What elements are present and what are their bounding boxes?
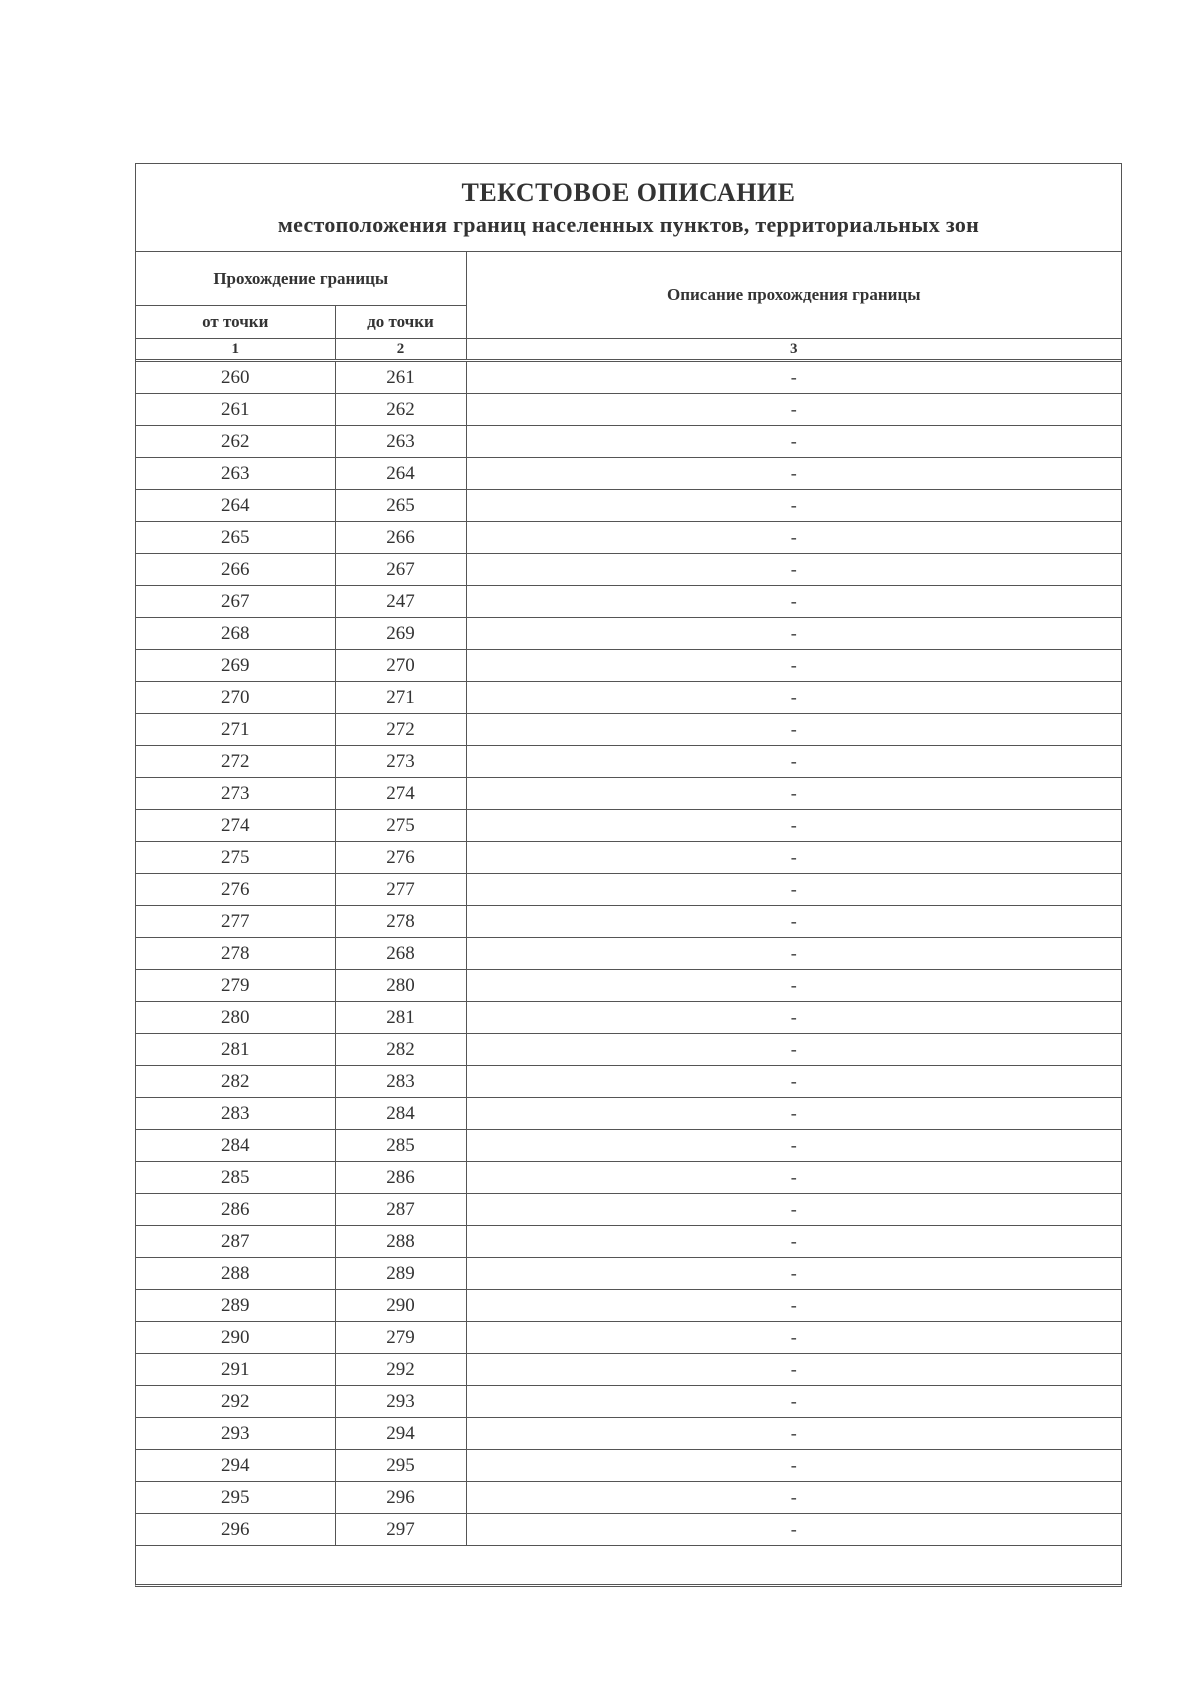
table-row: [136, 746, 1121, 778]
to-point-header: до точки: [335, 306, 466, 339]
description-cell: -: [466, 778, 1121, 810]
to-point-cell: 281: [335, 1002, 466, 1034]
description-cell: -: [466, 1482, 1121, 1514]
table-row: [136, 1418, 1121, 1450]
description-cell: -: [466, 586, 1121, 618]
table-row: [136, 714, 1121, 746]
to-point-cell: 295: [335, 1450, 466, 1482]
from-point-cell: 274: [136, 810, 335, 842]
table-row: [136, 458, 1121, 490]
from-point-cell: 291: [136, 1354, 335, 1386]
table-row: [136, 618, 1121, 650]
from-point-cell: 270: [136, 682, 335, 714]
table-row: [136, 426, 1121, 458]
to-point-cell: 294: [335, 1418, 466, 1450]
from-point-cell: 281: [136, 1034, 335, 1066]
description-cell: -: [466, 1130, 1121, 1162]
from-point-cell: 295: [136, 1482, 335, 1514]
description-cell: -: [466, 682, 1121, 714]
from-point-cell: 272: [136, 746, 335, 778]
from-point-cell: 260: [136, 361, 335, 394]
description-cell: -: [466, 361, 1121, 394]
to-point-cell: 266: [335, 522, 466, 554]
from-point-cell: 279: [136, 970, 335, 1002]
table-row: [136, 1514, 1121, 1546]
to-point-cell: 286: [335, 1162, 466, 1194]
description-cell: -: [466, 1034, 1121, 1066]
to-point-cell: 282: [335, 1034, 466, 1066]
column-number-1: 1: [136, 339, 335, 361]
to-point-cell: 279: [335, 1322, 466, 1354]
from-point-cell: 289: [136, 1290, 335, 1322]
from-point-cell: 285: [136, 1162, 335, 1194]
document-title: ТЕКСТОВОЕ ОПИСАНИЕ: [461, 178, 796, 207]
description-cell: -: [466, 1002, 1121, 1034]
description-cell: -: [466, 1450, 1121, 1482]
description-cell: -: [466, 650, 1121, 682]
table-row: [136, 1034, 1121, 1066]
from-point-cell: 267: [136, 586, 335, 618]
table-row: [136, 778, 1121, 810]
table-row: [136, 1386, 1121, 1418]
from-point-cell: 277: [136, 906, 335, 938]
to-point-cell: 272: [335, 714, 466, 746]
table-row: [136, 554, 1121, 586]
from-point-cell: 276: [136, 874, 335, 906]
description-cell: -: [466, 522, 1121, 554]
table-row: [136, 1450, 1121, 1482]
from-point-header: от точки: [136, 306, 335, 339]
table-row: [136, 1226, 1121, 1258]
to-point-cell: 262: [335, 394, 466, 426]
to-point-cell: 273: [335, 746, 466, 778]
table-row: [136, 586, 1121, 618]
table-row: [136, 938, 1121, 970]
to-point-cell: 247: [335, 586, 466, 618]
description-cell: -: [466, 938, 1121, 970]
table-row: [136, 906, 1121, 938]
description-cell: -: [466, 746, 1121, 778]
to-point-cell: 268: [335, 938, 466, 970]
to-point-cell: 283: [335, 1066, 466, 1098]
table-row: [136, 1066, 1121, 1098]
to-point-cell: 276: [335, 842, 466, 874]
table-row: [136, 1258, 1121, 1290]
to-point-cell: 261: [335, 361, 466, 394]
to-point-cell: 275: [335, 810, 466, 842]
table-row: [136, 1322, 1121, 1354]
to-point-cell: 269: [335, 618, 466, 650]
description-cell: -: [466, 394, 1121, 426]
to-point-cell: 270: [335, 650, 466, 682]
to-point-cell: 278: [335, 906, 466, 938]
document-subtitle: местоположения границ населенных пунктов, территориальных зон: [277, 212, 980, 237]
table-row: [136, 1098, 1121, 1130]
description-cell: -: [466, 1290, 1121, 1322]
description-cell: -: [466, 1226, 1121, 1258]
to-point-cell: 274: [335, 778, 466, 810]
description-cell: -: [466, 970, 1121, 1002]
table-row: [136, 650, 1121, 682]
description-cell: -: [466, 490, 1121, 522]
passage-header: Прохождение границы: [136, 252, 466, 306]
to-point-cell: 285: [335, 1130, 466, 1162]
to-point-cell: 267: [335, 554, 466, 586]
description-cell: -: [466, 906, 1121, 938]
table-row: [136, 842, 1121, 874]
description-cell: -: [466, 842, 1121, 874]
from-point-cell: 283: [136, 1098, 335, 1130]
description-cell: -: [466, 426, 1121, 458]
from-point-cell: 263: [136, 458, 335, 490]
description-cell: -: [466, 1386, 1121, 1418]
from-point-cell: 275: [136, 842, 335, 874]
to-point-cell: 263: [335, 426, 466, 458]
description-cell: -: [466, 1194, 1121, 1226]
from-point-cell: 292: [136, 1386, 335, 1418]
table-row: [136, 1194, 1121, 1226]
to-point-cell: 288: [335, 1226, 466, 1258]
description-cell: -: [466, 1098, 1121, 1130]
table-row: [136, 682, 1121, 714]
table-row: [136, 1130, 1121, 1162]
title-block: [136, 164, 1121, 252]
from-point-cell: 269: [136, 650, 335, 682]
from-point-cell: 282: [136, 1066, 335, 1098]
from-point-cell: 264: [136, 490, 335, 522]
from-point-cell: 287: [136, 1226, 335, 1258]
description-cell: -: [466, 554, 1121, 586]
description-cell: -: [466, 1514, 1121, 1546]
boundary-description-sheet: [135, 163, 1122, 1587]
from-point-cell: 294: [136, 1450, 335, 1482]
table-row: [136, 810, 1121, 842]
to-point-cell: 277: [335, 874, 466, 906]
from-point-cell: 288: [136, 1258, 335, 1290]
from-point-cell: 271: [136, 714, 335, 746]
table-row: [136, 490, 1121, 522]
table-row: [136, 361, 1121, 394]
from-point-cell: 290: [136, 1322, 335, 1354]
table-row: [136, 1162, 1121, 1194]
from-point-cell: 293: [136, 1418, 335, 1450]
description-cell: -: [466, 1322, 1121, 1354]
to-point-cell: 290: [335, 1290, 466, 1322]
description-header: Описание прохождения границы: [466, 252, 1121, 339]
table-row: [136, 522, 1121, 554]
table-body: [136, 361, 1121, 1546]
from-point-cell: 266: [136, 554, 335, 586]
table-row: [136, 874, 1121, 906]
column-number-2: 2: [335, 339, 466, 361]
to-point-cell: 264: [335, 458, 466, 490]
from-point-cell: 265: [136, 522, 335, 554]
description-cell: -: [466, 714, 1121, 746]
from-point-cell: 273: [136, 778, 335, 810]
to-point-cell: 284: [335, 1098, 466, 1130]
to-point-cell: 292: [335, 1354, 466, 1386]
to-point-cell: 289: [335, 1258, 466, 1290]
description-cell: -: [466, 1162, 1121, 1194]
to-point-cell: 265: [335, 490, 466, 522]
description-cell: -: [466, 618, 1121, 650]
table-row: [136, 1482, 1121, 1514]
from-point-cell: 268: [136, 618, 335, 650]
boundary-table: [136, 252, 1121, 1546]
table-row: [136, 1354, 1121, 1386]
to-point-cell: 271: [335, 682, 466, 714]
to-point-cell: 293: [335, 1386, 466, 1418]
description-cell: -: [466, 1354, 1121, 1386]
to-point-cell: 297: [335, 1514, 466, 1546]
table-row: [136, 1002, 1121, 1034]
from-point-cell: 262: [136, 426, 335, 458]
description-cell: -: [466, 874, 1121, 906]
from-point-cell: 284: [136, 1130, 335, 1162]
from-point-cell: 278: [136, 938, 335, 970]
from-point-cell: 261: [136, 394, 335, 426]
from-point-cell: 286: [136, 1194, 335, 1226]
from-point-cell: 280: [136, 1002, 335, 1034]
to-point-cell: 287: [335, 1194, 466, 1226]
description-cell: -: [466, 1258, 1121, 1290]
to-point-cell: 296: [335, 1482, 466, 1514]
description-cell: -: [466, 1066, 1121, 1098]
description-cell: -: [466, 1418, 1121, 1450]
column-number-3: 3: [466, 339, 1121, 361]
table-row: [136, 1290, 1121, 1322]
table-row: [136, 970, 1121, 1002]
description-cell: -: [466, 810, 1121, 842]
to-point-cell: 280: [335, 970, 466, 1002]
table-row: [136, 394, 1121, 426]
from-point-cell: 296: [136, 1514, 335, 1546]
description-cell: -: [466, 458, 1121, 490]
